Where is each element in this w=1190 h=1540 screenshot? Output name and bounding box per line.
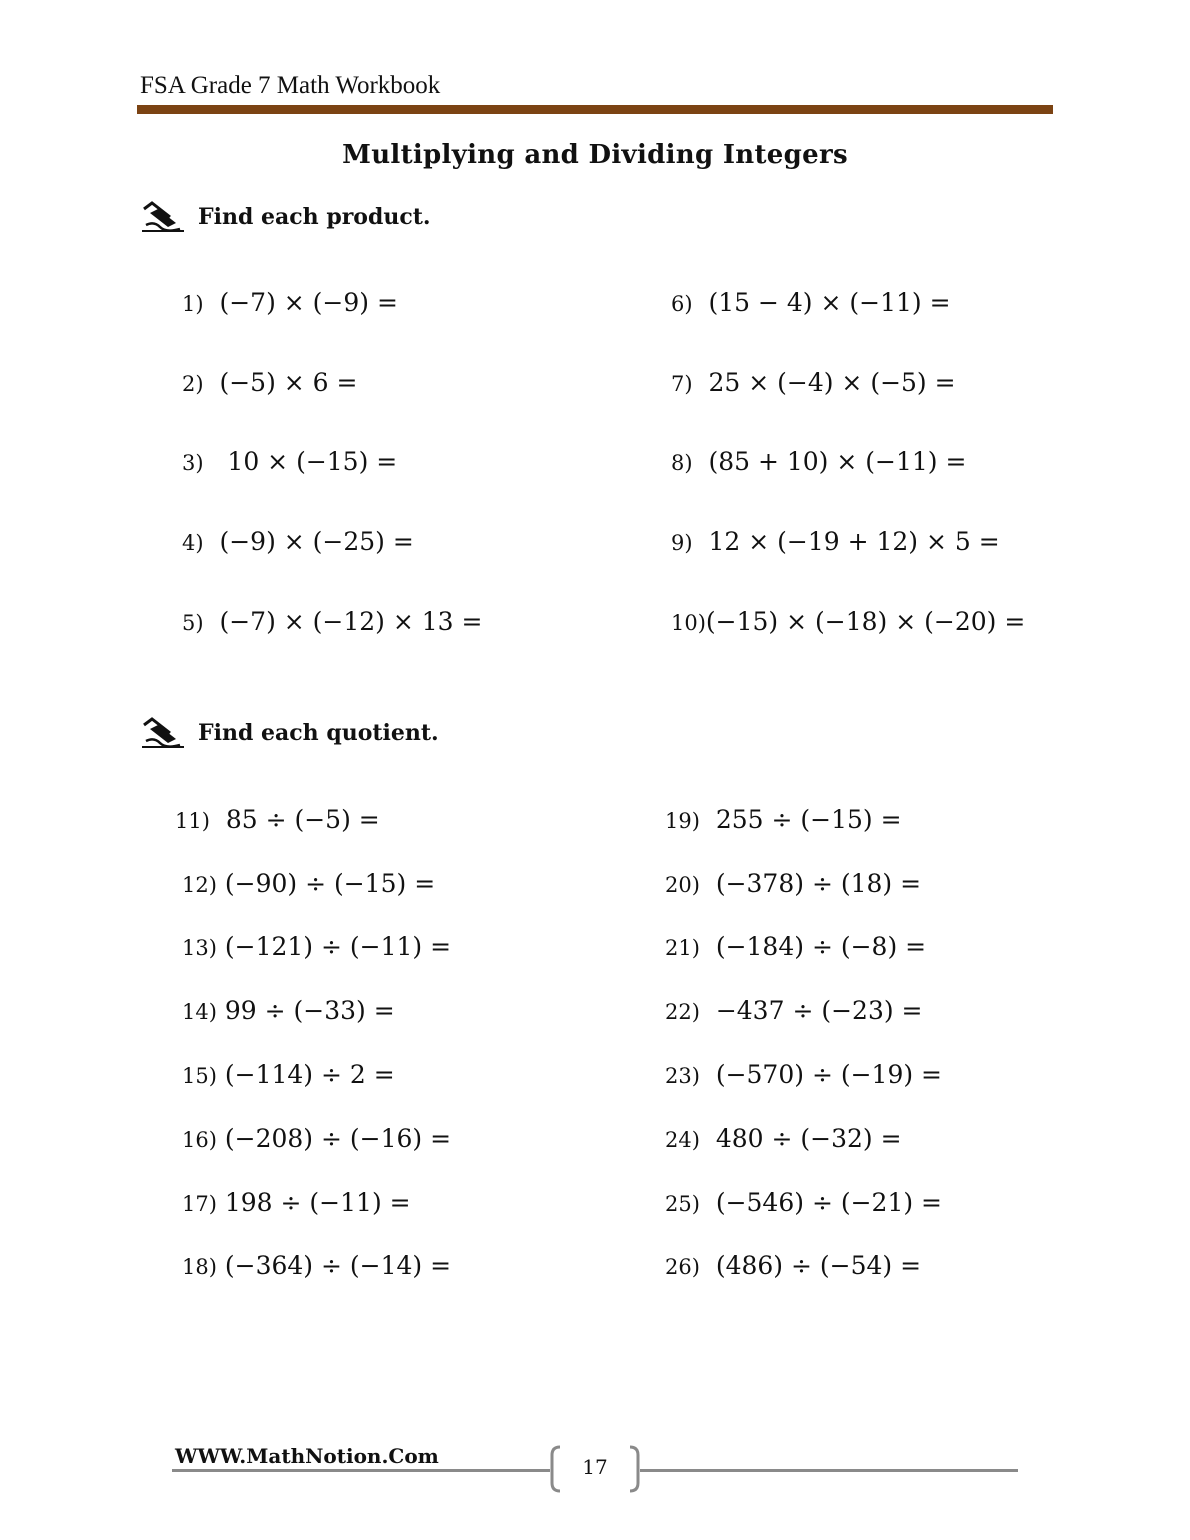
problem-expression: (486) ÷ (−54) = <box>715 1251 922 1280</box>
problem-number: 23) <box>665 1064 700 1088</box>
problem-number: 20) <box>665 873 700 897</box>
problem <box>182 527 414 556</box>
problem <box>182 1060 395 1089</box>
problem-number: 7) <box>671 372 693 396</box>
problem <box>182 1124 451 1153</box>
problem-number: 9) <box>671 531 693 555</box>
problem <box>182 1188 411 1217</box>
problem <box>182 447 397 476</box>
header-rule <box>137 105 1053 114</box>
problem <box>665 869 921 898</box>
problem <box>175 805 380 834</box>
problem-expression: (−378) ÷ (18) = <box>715 869 922 898</box>
problem-expression: (−546) ÷ (−21) = <box>715 1188 942 1217</box>
problem <box>665 805 902 834</box>
problem <box>665 1251 921 1280</box>
section-heading-label: Find each quotient. <box>198 720 439 746</box>
problem-expression: (−90) ÷ (−15) = <box>224 869 436 898</box>
problem-expression: −437 ÷ (−23) = <box>715 996 923 1025</box>
pencil-writing-icon <box>140 201 186 233</box>
problem-expression: 255 ÷ (−15) = <box>715 805 902 834</box>
page-title: Multiplying and Dividing Integers <box>342 140 848 170</box>
problem <box>665 932 926 961</box>
problem <box>182 607 482 636</box>
problem-number: 15) <box>182 1064 217 1088</box>
problem-expression: (−121) ÷ (−11) = <box>224 932 452 961</box>
problem-number: 12) <box>182 873 217 897</box>
problem-expression: (−184) ÷ (−8) = <box>715 932 927 961</box>
section-heading-quotients <box>140 716 439 750</box>
problem <box>182 932 451 961</box>
problem-expression: (−570) ÷ (−19) = <box>715 1060 942 1089</box>
problem <box>665 1188 942 1217</box>
problem <box>671 447 966 476</box>
problem-number: 3) <box>182 451 204 475</box>
problem-expression: (−208) ÷ (−16) = <box>224 1124 452 1153</box>
footer-divider-right <box>640 1469 1018 1472</box>
footer-divider-left <box>172 1469 550 1472</box>
problem <box>182 869 435 898</box>
problem-number: 6) <box>671 292 693 316</box>
problem <box>182 288 398 317</box>
problem-number: 24) <box>665 1128 700 1152</box>
pencil-writing-icon <box>140 717 186 749</box>
right-brace-icon <box>628 1445 642 1493</box>
problem-expression: 480 ÷ (−32) = <box>715 1124 902 1153</box>
problem-number: 22) <box>665 1000 700 1024</box>
problem-number: 10) <box>671 611 706 635</box>
page-number: 17 <box>582 1455 608 1479</box>
problem-number: 5) <box>182 611 204 635</box>
section-heading-products <box>140 200 431 234</box>
problem-expression: (−364) ÷ (−14) = <box>224 1251 452 1280</box>
problem-number: 2) <box>182 372 204 396</box>
problem-number: 1) <box>182 292 204 316</box>
problem-number: 13) <box>182 936 217 960</box>
problem-number: 17) <box>182 1192 217 1216</box>
problem-expression: 99 ÷ (−33) = <box>224 996 395 1025</box>
problem-number: 8) <box>671 451 693 475</box>
problem-expression: (−114) ÷ 2 = <box>224 1060 395 1089</box>
problem-expression: (−15) × (−18) × (−20) = <box>705 607 1026 636</box>
problem-expression: 85 ÷ (−5) = <box>225 805 380 834</box>
problem-number: 26) <box>665 1255 700 1279</box>
problem <box>665 1060 942 1089</box>
problem <box>665 996 923 1025</box>
problem-expression: (15 − 4) × (−11) = <box>708 288 951 317</box>
problem-number: 19) <box>665 809 700 833</box>
problem-number: 11) <box>175 809 210 833</box>
section-heading-label: Find each product. <box>198 204 431 230</box>
problem-number: 21) <box>665 936 700 960</box>
problem-expression: (−5) × 6 = <box>219 368 358 397</box>
problem-number: 16) <box>182 1128 217 1152</box>
problem <box>182 1251 451 1280</box>
problem-expression: (−9) × (−25) = <box>219 527 414 556</box>
problem-expression: (−7) × (−9) = <box>219 288 398 317</box>
header-title: FSA Grade 7 Math Workbook <box>140 72 441 99</box>
problem-expression: 198 ÷ (−11) = <box>224 1188 411 1217</box>
problem-expression: (−7) × (−12) × 13 = <box>219 607 483 636</box>
problem-number: 14) <box>182 1000 217 1024</box>
problem-expression: 25 × (−4) × (−5) = <box>708 368 956 397</box>
problem <box>665 1124 902 1153</box>
problem-expression: 10 × (−15) = <box>219 447 398 476</box>
problem-number: 25) <box>665 1192 700 1216</box>
problem <box>671 607 1025 636</box>
footer-website: WWW.MathNotion.Com <box>175 1444 439 1468</box>
problem <box>182 996 395 1025</box>
problem <box>671 527 1000 556</box>
problem-expression: 12 × (−19 + 12) × 5 = <box>708 527 1000 556</box>
problem-number: 4) <box>182 531 204 555</box>
problem-number: 18) <box>182 1255 217 1279</box>
problem <box>182 368 357 397</box>
problem <box>671 368 956 397</box>
problem <box>671 288 951 317</box>
problem-expression: (85 + 10) × (−11) = <box>708 447 967 476</box>
